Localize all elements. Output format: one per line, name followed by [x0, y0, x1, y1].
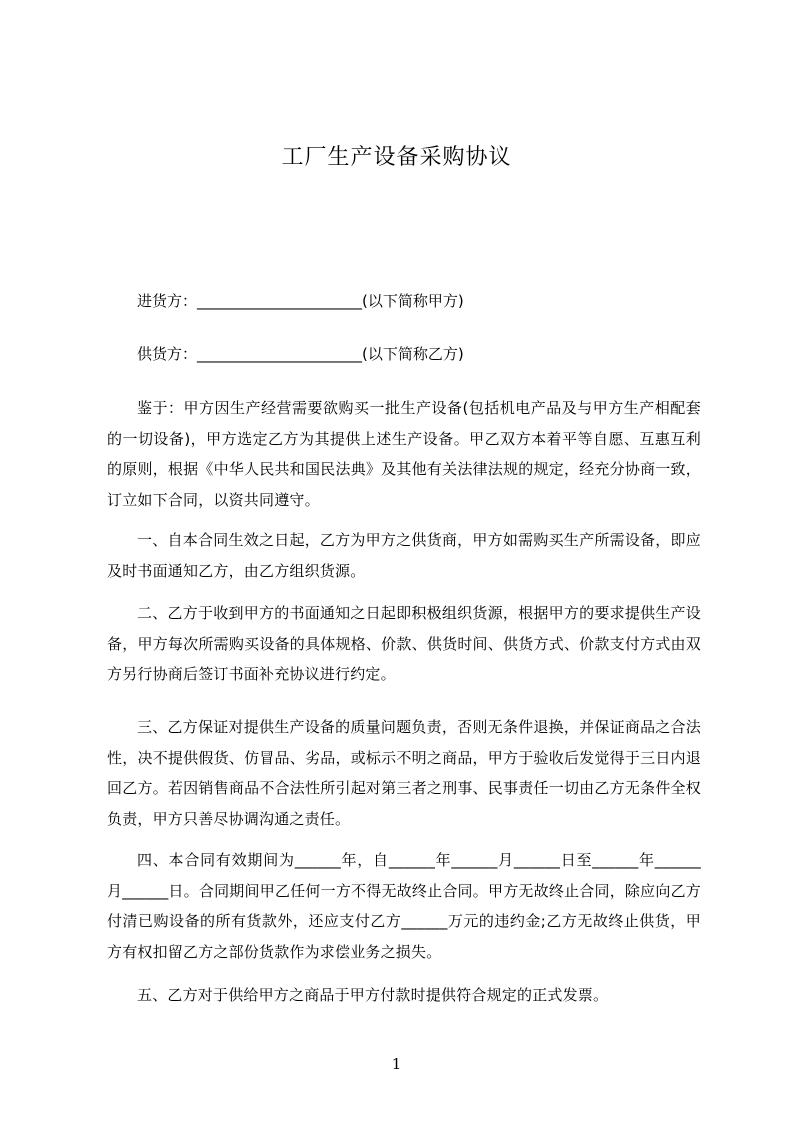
- preamble-paragraph: 鉴于：甲方因生产经营需要欲购买一批生产设备(包括机电产品及与甲方生产相配套的一切设备)，甲方选定乙方为其提供上述生产设备。甲乙双方本着平等自愿、互惠互利的原则，根据《中华人民共和国民法典》及其他有关法律法规的规定，经充分协商一致，订立如下合同，以资共同遵守。: [107, 399, 701, 509]
- clause-5: 五、乙方对于供给甲方之商品于甲方付款时提供符合规定的正式发票。: [137, 986, 609, 1004]
- clause-2: 二、乙方于收到甲方的书面通知之日起即积极组织货源，根据甲方的要求提供生产设备，甲方每次所需购买设备的具体规格、价款、供货时间、供货方式、价款支付方式由双方另行协商后签订书面补充协议进行约定。: [107, 604, 701, 683]
- buyer-line: 进货方：______________________(以下简称甲方): [137, 292, 464, 310]
- clause-4: 四、本合同有效期间为______年，自______年______月______日至______年______月______日。合同期间甲乙任何一方不得无故终止合同。甲方无故终止合同，除应向乙方付清已购设备的所有货款外，还应支付乙方______万元的违约金;乙方无故终止供货，甲方有权扣留乙方之部份货款作为求偿业务之损失。: [107, 851, 701, 961]
- document-title: 工厂生产设备采购协议: [281, 145, 512, 170]
- clause-1: 一、自本合同生效之日起，乙方为甲方之供货商，甲方如需购买生产所需设备，即应及时书面通知乙方，由乙方组织货源。: [107, 531, 701, 580]
- supplier-line: 供货方：______________________(以下简称乙方): [137, 345, 464, 363]
- clause-3: 三、乙方保证对提供生产设备的质量问题负责，否则无条件退换，并保证商品之合法性，决不提供假货、仿冒品、劣品，或标示不明之商品，甲方于验收后发觉得于三日内退回乙方。若因销售商品不合法性所引起对第三者之刑事、民事责任一切由乙方无条件全权负责，甲方只善尽协调沟通之责任。: [107, 718, 701, 828]
- page-number: 1: [391, 1055, 402, 1073]
